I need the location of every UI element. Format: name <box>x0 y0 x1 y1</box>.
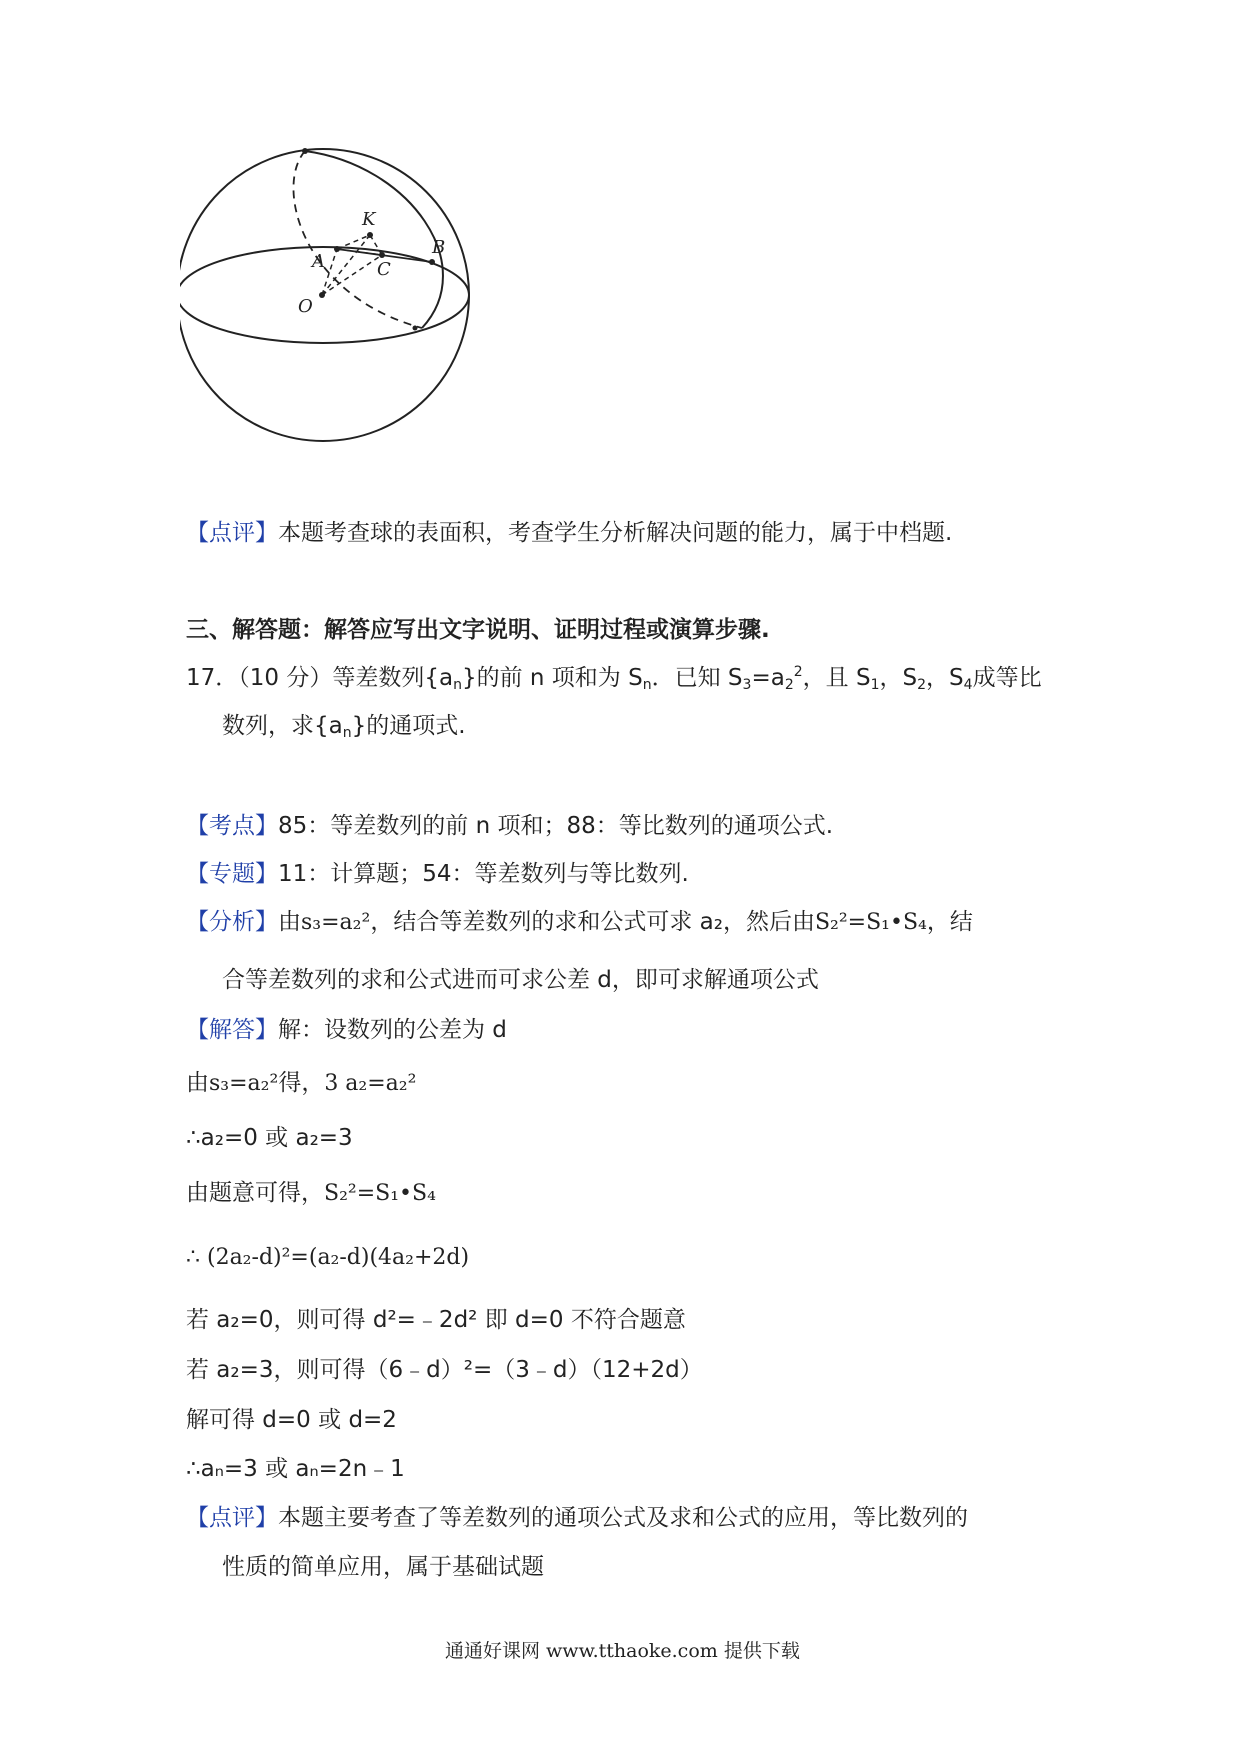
great-circle-front <box>305 151 446 328</box>
subscript: 2 <box>917 677 927 693</box>
formula: s₃=a₂² <box>301 910 371 935</box>
label-C: C <box>377 259 391 280</box>
formula: S₂²=S₁•S₄ <box>324 1181 436 1206</box>
subscript: 2 <box>784 677 794 693</box>
problem-text: }的前 n 项和为 S <box>461 665 643 691</box>
subscript: 1 <box>870 677 880 693</box>
problem-text: ．已知 S <box>651 665 743 691</box>
label-O: O <box>298 296 313 317</box>
step-2: ∴a₂=0 或 a₂=3 <box>186 1125 353 1151</box>
review-prev-text: 本题考查球的表面积，考查学生分析解决问题的能力，属于中档题. <box>278 520 953 546</box>
step-3 <box>186 1178 436 1209</box>
step-7: 解可得 d=0 或 d=2 <box>186 1407 397 1433</box>
zhuanti <box>186 859 689 889</box>
step-text: 得， <box>278 1070 325 1096</box>
formula: s₃=a₂² <box>209 1071 279 1096</box>
fenxi-tag: 【分析】 <box>186 909 278 935</box>
page-footer: 通通好课网 www.tthaoke.com 提供下载 <box>445 1640 800 1662</box>
subscript: n <box>642 677 652 693</box>
point-bottom <box>413 326 418 331</box>
fenxi-text: ，结 <box>926 909 973 935</box>
review-prev <box>186 518 952 548</box>
segment-OC <box>322 255 382 295</box>
review-tag: 【点评】 <box>186 1505 278 1531</box>
step-4: ∴ (2a₂-d)²=(a₂-d)(4a₂+2d) <box>186 1245 470 1270</box>
problem-text: 等差数列{a <box>332 665 454 691</box>
review-line-2: 性质的简单应用，属于基础试题 <box>222 1554 544 1580</box>
problem-number: 17．（10 分） <box>186 665 333 691</box>
point-C <box>379 252 385 258</box>
point-top <box>302 148 308 154</box>
point-K <box>367 232 373 238</box>
problem-text: ，S <box>926 665 964 691</box>
jieda-tag: 【解答】 <box>186 1017 278 1043</box>
segment-KC <box>370 235 382 255</box>
section-heading: 三、解答题：解答应写出文字说明、证明过程或演算步骤. <box>186 617 770 643</box>
review-line-1 <box>186 1503 968 1533</box>
problem-line-2 <box>222 711 466 741</box>
formula: S₂²=S₁•S₄ <box>814 910 927 935</box>
problem-text: }的通项式. <box>351 713 466 739</box>
kaodian <box>186 811 833 841</box>
zhuanti-tag: 【专题】 <box>186 861 278 887</box>
kaodian-tag: 【考点】 <box>186 813 278 839</box>
fenxi-text: 由 <box>278 909 301 935</box>
point-B <box>429 259 435 265</box>
problem-line-1 <box>186 663 1042 693</box>
fenxi-line-2: 合等差数列的求和公式进而可求公差 d，即可求解通项公式 <box>222 967 819 993</box>
review-prev-tag: 【点评】 <box>186 520 278 546</box>
step-6: 若 a₂=3，则可得（6﹣d）²=（3﹣d）（12+2d） <box>186 1357 703 1383</box>
kaodian-text: 85：等差数列的前 n 项和；88：等比数列的通项公式. <box>278 813 834 839</box>
review-text: 本题主要考查了等差数列的通项公式及求和公式的应用，等比数列的 <box>278 1505 968 1531</box>
step-8: ∴aₙ=3 或 aₙ=2n﹣1 <box>186 1456 405 1482</box>
sphere-figure <box>180 145 540 455</box>
problem-text: ，S <box>879 665 918 691</box>
problem-text: ，且 S <box>802 665 871 691</box>
subscript: n <box>342 725 352 741</box>
point-A <box>334 246 340 252</box>
zhuanti-text: 11：计算题；54：等差数列与等比数列. <box>278 861 689 887</box>
jieda-text: 解：设数列的公差为 d <box>278 1017 507 1043</box>
fenxi-line-1 <box>186 907 973 938</box>
step-1 <box>186 1068 416 1099</box>
subscript: 3 <box>742 677 752 693</box>
label-A: A <box>312 251 325 272</box>
superscript: 2 <box>793 664 803 680</box>
label-K: K <box>362 209 376 230</box>
subscript: 4 <box>963 677 973 693</box>
problem-text: 数列，求{a <box>222 713 343 739</box>
jieda <box>186 1015 507 1045</box>
label-B: B <box>432 237 446 258</box>
step-text: 由 <box>186 1070 209 1096</box>
fenxi-text: ，结合等差数列的求和公式可求 a₂，然后由 <box>370 909 815 935</box>
segment-OK <box>322 235 370 295</box>
formula: 3 a₂=a₂² <box>324 1071 417 1096</box>
step-text: 由题意可得， <box>186 1180 324 1206</box>
problem-text: =a <box>751 665 785 691</box>
subscript: n <box>453 677 462 693</box>
point-O <box>319 292 325 298</box>
problem-text: 成等比 <box>972 665 1042 691</box>
step-5: 若 a₂=0，则可得 d²=﹣2d² 即 d=0 不符合题意 <box>186 1307 686 1333</box>
